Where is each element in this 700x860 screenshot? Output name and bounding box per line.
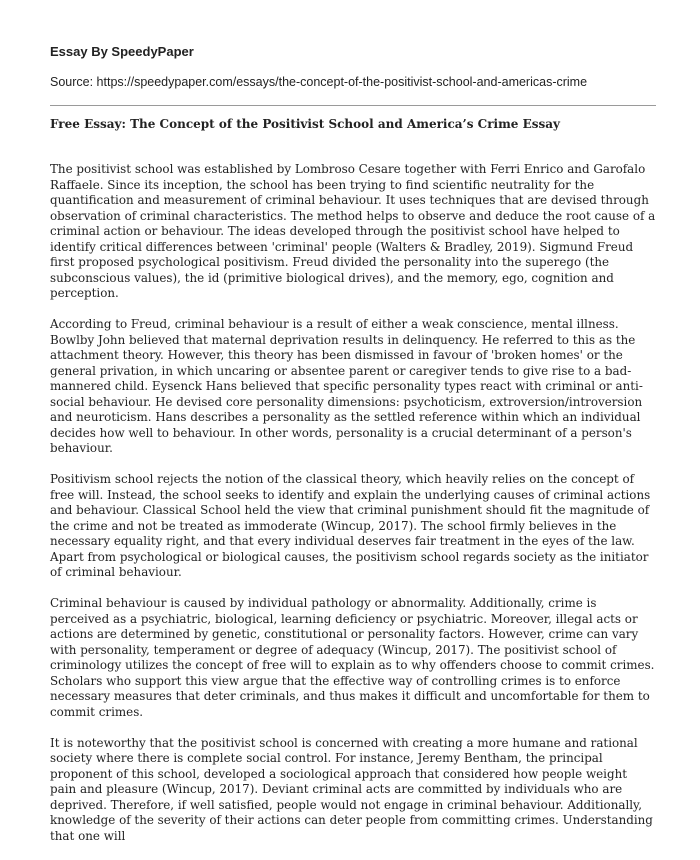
essay-title: Free Essay: The Concept of the Positivist School and America’s Crime Essay <box>50 117 561 131</box>
header-divider <box>50 105 656 106</box>
brand-heading: Essay By SpeedyPaper <box>50 44 194 59</box>
paragraph-4: Criminal behaviour is caused by individual pathology or abnormality. Additionally, crime is perceived as a psychiatric, biological, learning deficiency or psychiatric. Moreover, illegal acts or actions are determined by genetic, constitutional or personality factors. However, crime can vary with personality, temperament or degree of adequacy (Wincup, 2017). The positivist school of criminology utilizes the concept of free will to explain as to why offenders choose to commit crimes. Scholars who support this view argue that the effective way of controlling crimes is to enforce necessary measures that deter criminals, and thus makes it difficult and uncomfortable for them to commit crimes. <box>50 596 655 719</box>
document-page <box>50 44 656 860</box>
essay-body <box>50 162 656 844</box>
paragraph-3: Positivism school rejects the notion of the classical theory, which heavily relies on the concept of free will. Instead, the school seeks to identify and explain the underlying causes of criminal actions and behaviour. Classical School held the view that criminal punishment should fit the magnitude of the crime and not be treated as immoderate (Wincup, 2017). The school firmly believes in the necessary equality right, and that every individual deserves fair treatment in the eyes of the law. Apart from psychological or biological causes, the positivism school regards society as the initiator of criminal behaviour. <box>50 472 651 579</box>
source-url: Source: https://speedypaper.com/essays/the-concept-of-the-positivist-school-and-americas-crime <box>50 75 588 89</box>
paragraph-5: It is noteworthy that the positivist school is concerned with creating a more humane and rational society where there is complete social control. For instance, Jeremy Bentham, the principal proponent of this school, developed a sociological approach that considered how people weight pain and pleasure (Wincup, 2017). Deviant criminal acts are committed by individuals who are deprived. Therefore, if well satisfied, people would not engage in criminal behaviour. Additionally, knowledge of the severity of their actions can deter people from committing crimes. Understanding that one will <box>50 735 653 843</box>
paragraph-2: According to Freud, criminal behaviour is a result of either a weak conscience, mental illness. Bowlby John believed that maternal deprivation results in delinquency. He referred to this as the attachment theory. However, this theory has been dismissed in favour of 'broken homes' or the general privation, in which uncaring or absentee parent or caregiver tends to give rise to a bad-mannered child. Eysenck Hans believed that specific personality types react with criminal or anti-social behaviour. He devised core personality dimensions: psychoticism, extroversion/introversion and neuroticism. Hans describes a personality as the settled reference within which an individual decides how well to behaviour. In other words, personality is a crucial determinant of a person's behaviour. <box>50 317 643 455</box>
paragraph-1: The positivist school was established by Lombroso Cesare together with Ferri Enrico and Garofalo Raffaele. Since its inception, the school has been trying to find scientific neutrality for the quantification and measurement of criminal behaviour. It uses techniques that are devised through observation of criminal characteristics. The method helps to observe and deduce the root cause of a criminal action or behaviour. The ideas developed through the positivist school have helped to identify critical differences between 'criminal' people (Walters & Bradley, 2019). Sigmund Freud first proposed psychological positivism. Freud divided the personality into the superego (the subconscious values), the id (primitive biological drives), and the memory, ego, cognition and perception. <box>50 162 656 300</box>
